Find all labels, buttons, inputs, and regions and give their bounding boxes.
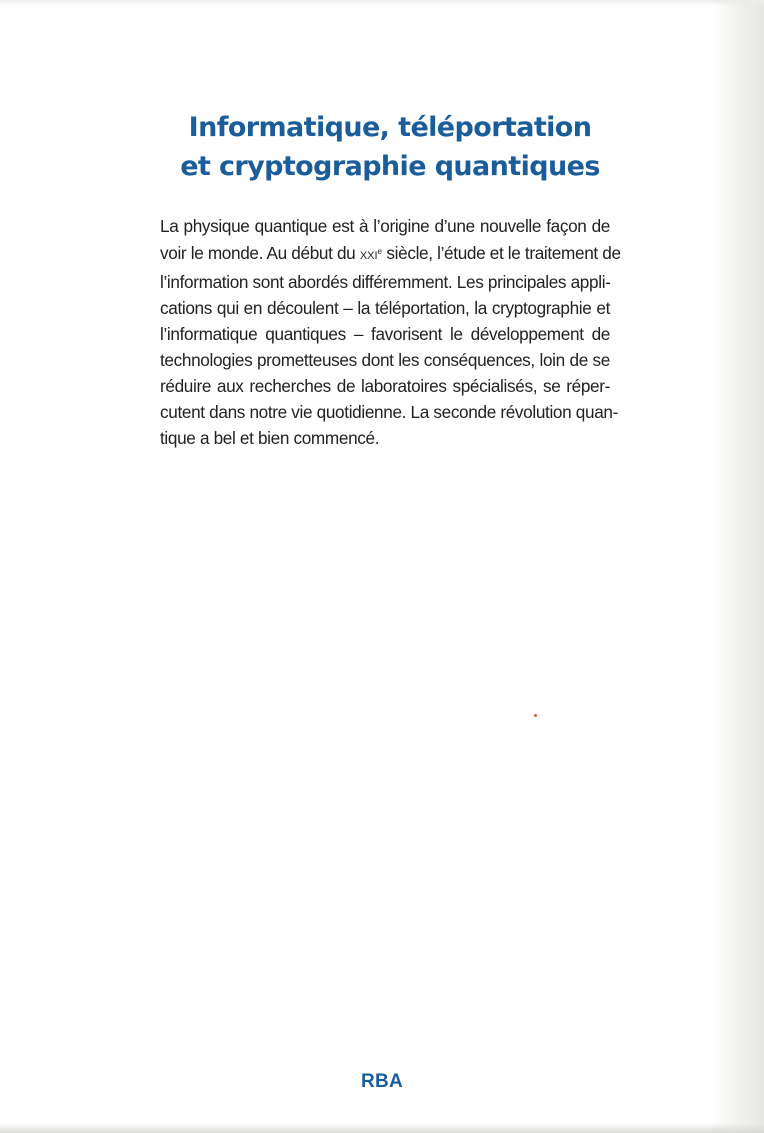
publisher-logo: RBA	[360, 1071, 404, 1092]
book-title-line-1: Informatique, téléportation	[188, 112, 592, 143]
century-numeral: XXIe	[359, 247, 382, 262]
blurb-line-2-start: voir le monde. Au début du	[160, 243, 360, 263]
cover-top-edge	[0, 0, 764, 6]
cover-bottom-edge	[0, 1123, 764, 1133]
book-title-line-2: et cryptographie quantiques	[180, 151, 600, 182]
blurb-line-6: technologies prometteuses dont les conséquences, loin de se	[160, 350, 610, 370]
blurb-line-3: l’information sont abordés différemment. Les principales appli-	[160, 272, 611, 292]
blurb-line-7: réduire aux recherches de laboratoires spécialisés, se réper-	[160, 376, 610, 396]
blurb-line-1: La physique quantique est à l’origine d’une nouvelle façon de	[160, 216, 610, 236]
blurb-line-4: cations qui en découlent – la téléportation, la cryptographie et	[160, 298, 610, 318]
blurb-line-9: tique a bel et bien commencé.	[160, 428, 380, 448]
blurb-line-5: l’informatique quantiques – favorisent le développement de	[160, 324, 610, 344]
blurb-line-2-end: siècle, l’étude et le traitement de	[382, 243, 621, 263]
book-title	[150, 108, 630, 186]
blurb-line-2	[160, 239, 621, 269]
century-superscript: e	[377, 247, 382, 256]
blurb-paragraph	[160, 213, 621, 451]
print-speck	[534, 714, 537, 717]
blurb-line-8: cutent dans notre vie quotidienne. La seconde révolution quan-	[160, 402, 618, 422]
